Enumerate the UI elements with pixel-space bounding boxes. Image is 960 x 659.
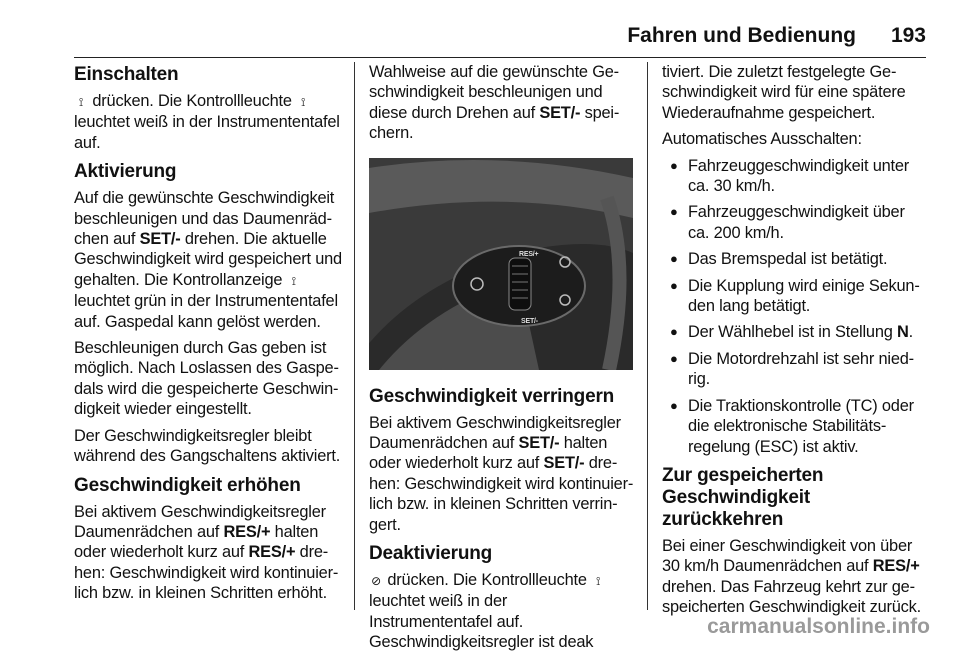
steering-wheel-figure	[369, 158, 633, 370]
text: leuchtet weiß in der Instrumententafel auf. Geschwindigkeitsregler ist deak	[369, 592, 594, 652]
cruise-cancel-icon: ⊘	[371, 574, 381, 589]
text: speichern.	[369, 103, 620, 143]
column-3	[662, 62, 930, 624]
text: drehen: Geschwindigkeit wird kontinuierlich bzw. in kleinen Schritten verringert.	[369, 454, 634, 534]
bold-term: SET/-	[518, 434, 560, 453]
heading-einschalten: Einschalten	[74, 64, 179, 85]
page-number: 193	[890, 24, 926, 47]
column-2	[369, 62, 634, 659]
text: Bei aktivem Geschwindigkeitsregler Daumenrädchen auf	[369, 413, 621, 453]
text: .	[908, 323, 914, 342]
column-divider-2	[647, 62, 648, 610]
heading-aktivierung: Aktivierung	[74, 161, 177, 183]
para-wahlweise	[369, 62, 634, 144]
column-1	[74, 62, 349, 610]
column-divider-1	[354, 62, 355, 610]
list-item: ● Das Bremspedal ist betätigt.	[662, 249, 930, 269]
list-item: ● Die Motordrehzahl ist sehr niedrig.	[662, 349, 930, 390]
text: drehen. Die aktuelle Geschwindigkeit wird gespeichert und gehalten. Die Kontrollanzeige	[74, 230, 342, 289]
text: drücken. Die Kontrollleuchte	[92, 92, 292, 110]
text: Bei aktivem Geschwindigkeitsregler Daumenrädchen auf	[74, 502, 326, 541]
bold-term: SET/-	[543, 454, 585, 473]
list-item: ● Fahrzeuggeschwindigkeit über ca. 200 km/h.	[662, 202, 930, 243]
heading-zurueckkehren: Zur gespeicherten Geschwindigkeit zurückkehren	[662, 464, 824, 530]
text: Der Wählhebel ist in Stellung	[688, 323, 898, 342]
list-item: ● Die Traktionskontrolle (TC) oder die elektronische Stabilitätsregelung (ESC) ist aktiv.	[662, 396, 930, 457]
para-aktivierung	[74, 188, 349, 332]
text: drehen: Geschwindigkeit wird kontinuierlich bzw. in kleinen Schritten erhöht.	[74, 543, 339, 603]
watermark-logo: carmanualsonline.info	[707, 615, 930, 638]
list-item: ● Die Kupplung wird einige Sekunden lang betätigt.	[662, 276, 930, 317]
bold-term: SET/-	[539, 103, 581, 122]
cruise-control-icon: ⟟	[595, 574, 601, 589]
figure-label-res: RES/+	[519, 250, 539, 258]
para-beschleunigen: Beschleunigen durch Gas geben ist möglich. Nach Loslassen des Gaspedals wird die gespeicherte Geschwindigkeit wieder eingestellt.	[74, 339, 339, 419]
text: Auf die gewünschte Geschwindigkeit beschleunigen und das Daumenrädchen auf	[74, 189, 335, 249]
text: halten oder wiederholt kurz auf	[369, 434, 608, 473]
steering-wheel-illustration	[369, 158, 633, 370]
text: Bei einer Geschwindigkeit von über 30 km/h Daumenrädchen auf	[662, 536, 913, 576]
heading-verringern: Geschwindigkeit verringern	[369, 385, 615, 407]
text: leuchtet grün in der Instrumententafel auf. Gaspedal kann gelöst werden.	[74, 292, 338, 331]
para-regler: Der Geschwindigkeitsregler bleibt während des Gangschaltens aktiviert.	[74, 426, 341, 466]
bold-term: N	[897, 323, 909, 342]
list-item	[662, 322, 930, 342]
cruise-control-icon: ⟟	[78, 95, 84, 109]
para-tiviert: tiviert. Die zuletzt festgelegte Geschwindigkeit wird für eine spätere Wiederaufnahme gespeichert.	[662, 63, 906, 122]
bold-term: RES/+	[872, 557, 920, 576]
text: drehen. Das Fahrzeug kehrt zur gespeicherten Geschwindigkeit zurück.	[662, 577, 922, 617]
para-deaktivierung	[369, 570, 634, 653]
heading-erhoehen: Geschwindigkeit erhöhen	[74, 474, 301, 496]
cruise-control-icon: ⟟	[300, 95, 306, 109]
auto-off-list	[662, 156, 930, 457]
page-header	[74, 24, 926, 60]
text: halten oder wiederholt kurz auf	[74, 522, 319, 562]
list-item: ● Fahrzeuggeschwindigkeit unter ca. 30 km/h.	[662, 156, 930, 197]
para-zurueckkehren	[662, 536, 930, 618]
text: drücken. Die Kontrollleuchte	[387, 571, 587, 590]
figure-label-set: SET/-	[521, 317, 538, 325]
header-divider	[74, 57, 926, 58]
text: Wahlweise auf die gewünschte Geschwindigkeit beschleunigen und diese durch Drehen auf	[369, 63, 620, 122]
text: leuchtet weiß in der Instrumententafel auf.	[74, 113, 340, 152]
para-erhoehen	[74, 502, 349, 604]
cruise-control-icon: ⟟	[291, 273, 296, 288]
bold-term: SET/-	[139, 230, 181, 249]
bold-term: RES/+	[248, 543, 296, 562]
para-automatisch: Automatisches Ausschalten:	[662, 130, 862, 149]
para-einschalten	[74, 91, 349, 153]
section-title: Fahren und Bedienung	[627, 24, 856, 47]
bold-term: RES/+	[223, 522, 271, 541]
heading-deaktivierung: Deaktivierung	[369, 543, 493, 565]
para-verringern	[369, 413, 634, 535]
